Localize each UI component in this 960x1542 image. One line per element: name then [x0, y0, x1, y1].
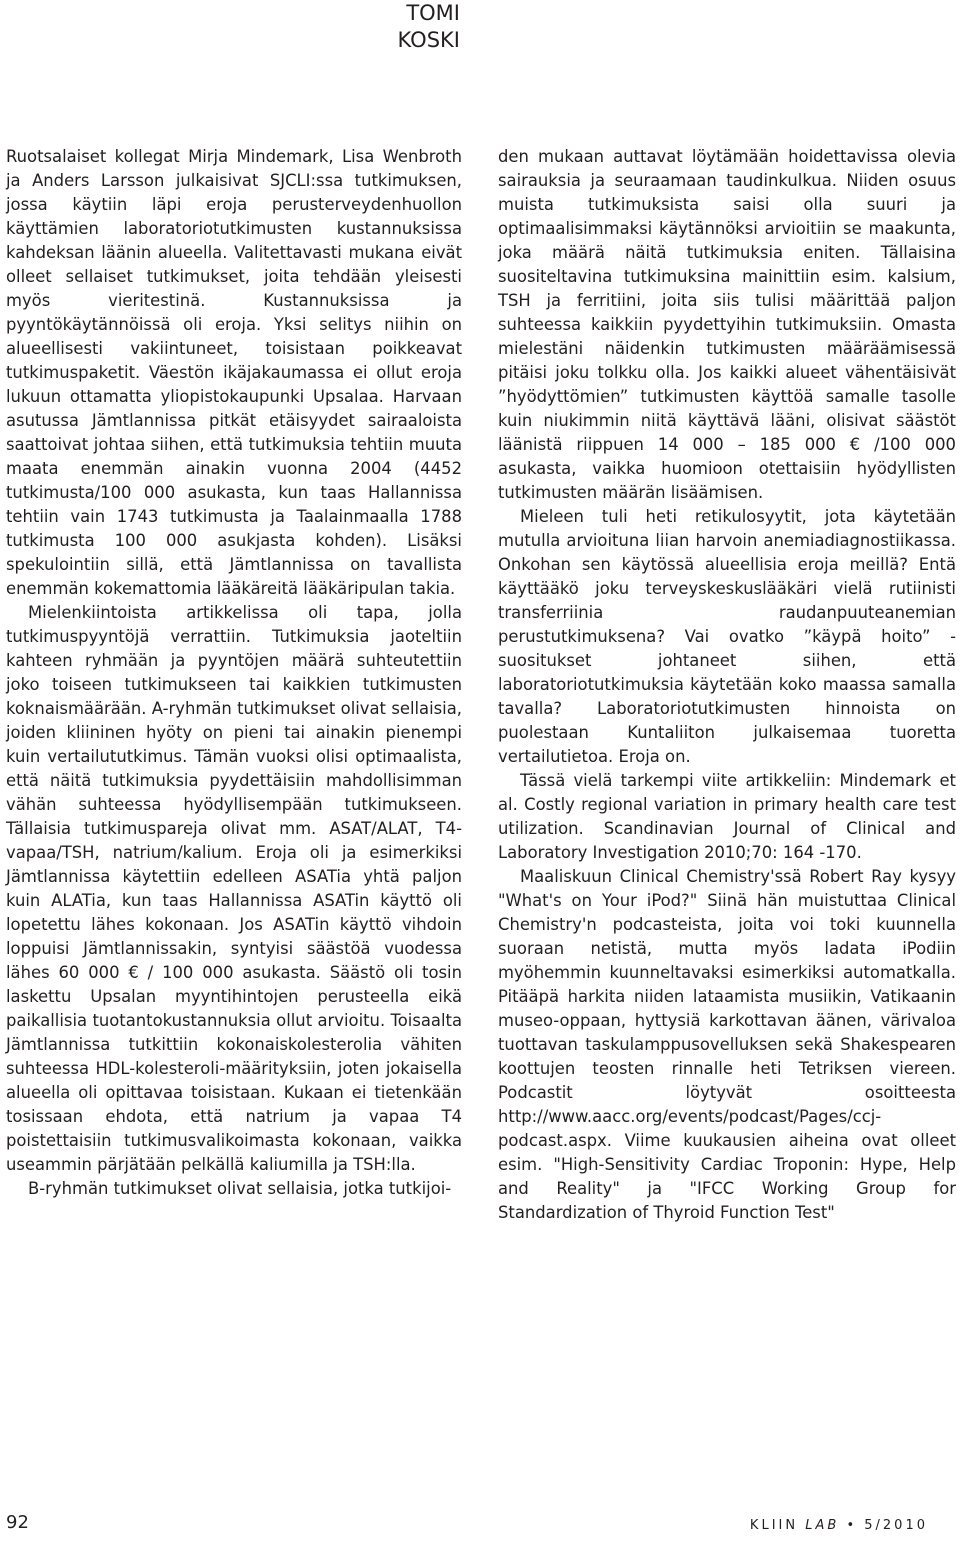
magazine-footer: [750, 1518, 928, 1533]
right-paragraph-2: Mieleen tuli heti retikulosyytit, jota käytetään mutulla arvioituna liian harvoin anemiadiagnostiikassa. Onkohan sen käytössä alueellisia eroja meillä? Entä käyttääkö joku terveyskeskuslääkäri vielä rutiinisti transferriinia raudanpuuteanemian perustutkimuksena? Vai ovatko ”käypä hoito” -suositukset johtaneet siihen, että laboratoriotutkimuksia käytetään koko maassa samalla tavalla? Laboratoriotutkimusten hinnoista on puolestaan Kuntaliiton julkaisemaa tuoretta vertailutietoa. Eroja on.: [498, 507, 956, 766]
left-paragraph-2: Mielenkiintoista artikkelissa oli tapa, jolla tutkimuspyyntöjä verrattiin. Tutkimuksia jaoteltiin kahteen ryhmään ja pyyntöjen määrä suhteutettiin joko toiseen tutkimukseen tai kaikkien tutkimusten koknaismäärään. A-ryhmän tutkimukset olivat sellaisia, joiden kliininen hyöty on pieni tai ainakin pienempi kuin vertailututkimus. Tämän vuoksi olisi optimaalista, että näitä tutkimuksia pyydettäisiin mahdollisimman vähän suhteessa hyödyllisempään tutkimukseen. Tällaisia tutkimuspareja olivat mm. ASAT/ALAT, T4-vapaa/TSH, natrium/kalium. Eroja oli ja esimerkiksi Jämtlannissa käytettiin edelleen ASATia yhtä paljon kuin ALATia, kun taas Hallannissa ASATin käyttö oli lopetettu lähes kokonaan. Jos ASATin käyttö vihdoin loppuisi Jämtlannissakin, syntyisi säästöä vuodessa lähes 60 000 € / 100 000 asukasta. Säästö oli tosin laskettu Upsalan myyntihintojen perusteella eikä paikallisia tuotantokustannuksia ollut arvioitu. Toisaalta Jämtlannissa tutkittiin kokonaiskolesterolia vähiten suhteessa HDL-kolesteroli-määrityksiin, joten jokaisella alueella oli opittavaa toisistaan. Kukaan ei tietenkään tosissaan ehdota, että natrium ja vapaa T4 poistettaisiin tutkimusvalikoimasta kokonaan, vaikka useammin pärjätään pelkällä kaliumilla ja TSH:lla.: [6, 603, 462, 1174]
right-column: [498, 145, 956, 1225]
left-column: [6, 145, 462, 1201]
footer-bullet: •: [846, 1518, 858, 1533]
right-paragraph-3: Tässä vielä tarkempi viite artikkeliin: Mindemark et al. Costly regional variation in primary health care test utilization. Scandinavian Journal of Clinical and Laboratory Investigation 2010;70: 164 -170.: [498, 771, 956, 862]
page-number: 92: [6, 1512, 29, 1533]
magazine-lab: LAB: [805, 1518, 840, 1533]
right-paragraph-4: Maaliskuun Clinical Chemistry'ssä Robert Ray kysyy "What's on Your iPod?" Siinä hän muistuttaa Clinical Chemistry'n podcasteista, joita voi toki kuunnella suoraan netistä, mutta myös ladata iPodiin myöhemmin kuunneltavaksi esimerkiksi automatkalla. Pitääpä harkita niiden lataamista musiikin, Vatikaanin museo-oppaan, hyttysiä karkottavan äänen, värivaloa tuottavan taskulamppusovelluksen sekä Shakespearen koottujen teosten rinnalle heti Tetriksen viereen. Podcastit löytyvät osoitteesta http://www.aacc.org/events/podcast/Pages/ccj-podcast.aspx. Viime kuukausien aiheina ovat olleet esim. "High-Sensitivity Cardiac Troponin: Hype, Help and Reality" ja "IFCC Working Group for Standardization of Thyroid Function Test": [498, 867, 956, 1222]
right-paragraph-1: den mukaan auttavat löytämään hoidettavissa olevia sairauksia ja seuraamaan taudinkulkua. Niiden osuus muista tutkimuksista saisi olla suuri ja optimaalisimmaksi käytännöksi arvioitiin se maakunta, joka määrä näitä tutkimuksia eniten. Tällaisina suositeltavina tutkimuksina mainittiin esim. kalsium, TSH ja ferritiini, joita siis tulisi määrittää paljon suhteessa kaikkiin pyydettyihin tutkimuksiin. Omasta mielestäni näidenkin tutkimusten määräämisessä pitäisi joku tolkku olla. Jos kaikki alueet vähentäisivät ”hyödyttömien” tutkimusten käyttöä samalle tasolle kuin niukimmin niitä käyttävä lääni, olisivat säästöt läänistä riippuen 14 000 – 185 000 € /100 000 asukasta, vaikka huomioon otettaisiin hyödyllisten tutkimusten määrän lisäämisen.: [498, 147, 956, 502]
author-name: [300, 0, 460, 54]
author-first-name: TOMI: [406, 1, 460, 25]
magazine-name: KLIIN: [749, 1518, 799, 1533]
author-last-name: KOSKI: [397, 28, 460, 52]
left-paragraph-1: Ruotsalaiset kollegat Mirja Mindemark, Lisa Wenbroth ja Anders Larsson julkaisivat SJCLI:ssa tutkimuksen, jossa käytiin läpi eroja perusterveydenhuollon käyttämien laboratoriotutkimusten kustannuksissa kahdeksan läänin alueella. Valitettavasti mukana eivät olleet sellaiset tutkimukset, joita tehdään yleisesti myös vieritestinä. Kustannuksissa ja pyyntökäytännöissä oli eroja. Yksi selitys niihin on alueellisesti vakiintuneet, toisistaan poikkeavat tutkimuspaketit. Väestön ikäjakaumassa ei ollut eroja lukuun ottamatta yliopistokaupunki Upsalaa. Harvaan asutussa Jämtlannissa pitkät etäisyydet sairaaloista saattoivat johtaa siihen, että tutkimuksia tehtiin muuta maata enemmän ainakin vuonna 2004 (4452 tutkimusta/100 000 asukasta, kun taas Hallannissa tehtiin vain 1743 tutkimusta ja Taalainmaalla 1788 tutkimusta 100 000 asukjasta kohden). Lisäksi spekulointiin sillä, että Jämtlannissa on tavallista enemmän kokemattomia lääkäreitä lääkäripulan takia.: [6, 147, 462, 598]
left-paragraph-3: B-ryhmän tutkimukset olivat sellaisia, jotka tutkijoi-: [28, 1179, 452, 1198]
magazine-issue: 5/2010: [864, 1518, 928, 1533]
